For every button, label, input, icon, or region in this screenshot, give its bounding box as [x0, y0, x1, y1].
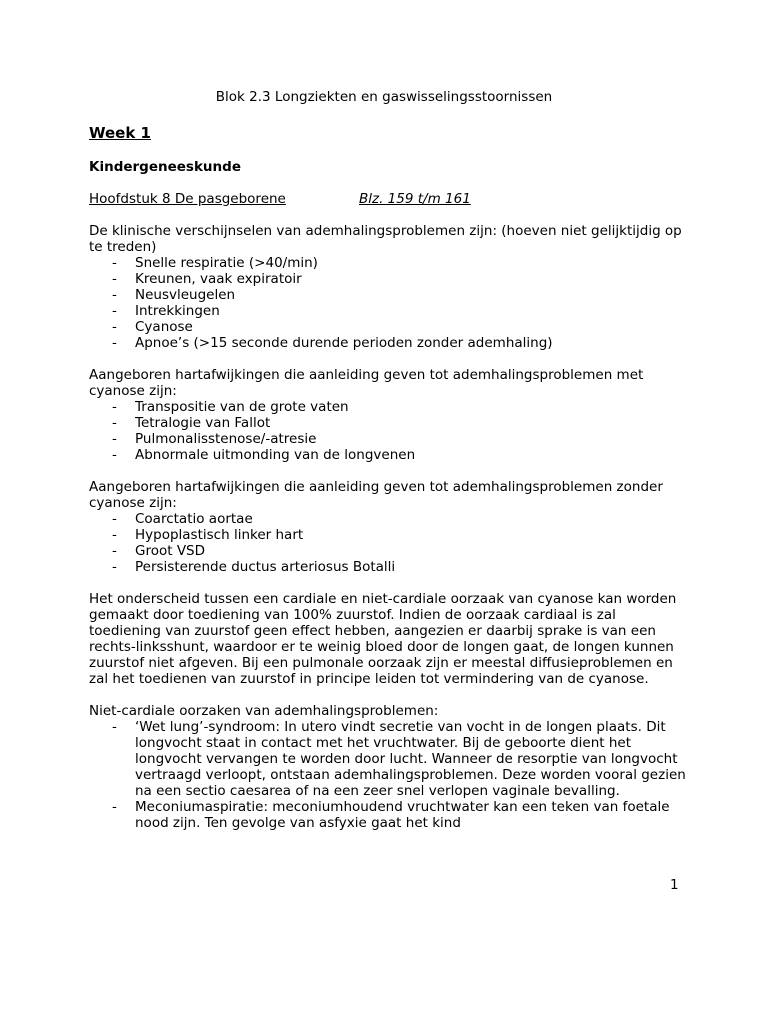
list-item: - Pulmonalisstenose/-atresie — [112, 431, 689, 447]
section-intro: Niet-cardiale oorzaken van ademhalingsproblemen: — [89, 703, 439, 719]
symptom-list — [89, 255, 689, 351]
list-item: - Coarctatio aortae — [112, 511, 689, 527]
list-item: - Persisterende ductus arteriosus Botalli — [112, 559, 689, 575]
list-item: - Kreunen, vaak expiratoir — [112, 271, 689, 287]
list-item: - Snelle respiratie (>40/min) — [112, 255, 689, 271]
list-item: - Groot VSD — [112, 543, 689, 559]
noncardiac-cause-list — [89, 719, 689, 831]
section-intro: De klinische verschijnselen van ademhalingsproblemen zijn: (hoeven niet gelijktijdig op te treden) — [89, 223, 682, 255]
subject-heading: Kindergeneeskunde — [89, 159, 241, 175]
list-item: - Abnormale uitmonding van de longvenen — [112, 447, 689, 463]
document-title: Blok 2.3 Longziekten en gaswisselingsstoornissen — [215, 89, 553, 105]
list-item: - Cyanose — [112, 319, 689, 335]
section-intro: Aangeboren hartafwijkingen die aanleiding geven tot ademhalingsproblemen met cyanose zijn: — [89, 367, 644, 399]
list-item: - Intrekkingen — [112, 303, 689, 319]
body-paragraph: Het onderscheid tussen een cardiale en niet-cardiale oorzaak van cyanose kan worden gemaakt door toediening van 100% zuurstof. Indien de oorzaak cardiaal is zal toediening van zuurstof geen effect hebben, aangezien er daarbij sprake is van een rechts-linksshunt, waardoor er te weinig bloed door de longen gaat, de longen kunnen zuurstof niet afgeven. Bij een pulmonale oorzaak zijn er meestal diffusieproblemen en zal het toedienen van zuurstof in principe leiden tot vermindering van de cyanose. — [89, 591, 677, 687]
list-item: - ‘Wet lung’-syndroom: In utero vindt secretie van vocht in de longen plaats. Dit longvocht staat in contact met het vruchtwater. Bij de geboorte dient het longvocht vervangen te worden door lucht. Wanneer de resorptie van longvocht vertraagd verloopt, ontstaan ademhalingsproblemen. Deze worden vooral gezien na een sectio caesarea of na een zeer snel verlopen vaginale bevalling. — [112, 719, 689, 799]
list-item: - Neusvleugelen — [112, 287, 689, 303]
section-clinical-symptoms — [89, 223, 689, 351]
week-heading: Week 1 — [89, 124, 151, 142]
section-acyanotic-heart-defects — [89, 479, 689, 575]
chapter-line — [89, 191, 689, 207]
section-cyanotic-heart-defects — [89, 367, 689, 463]
section-noncardiac-causes — [89, 703, 689, 831]
list-item: - Tetralogie van Fallot — [112, 415, 689, 431]
list-item: - Transpositie van de grote vaten — [112, 399, 689, 415]
cyanotic-defect-list — [89, 399, 689, 463]
acyanotic-defect-list — [89, 511, 689, 575]
chapter-pages: Blz. 159 t/m 161 — [359, 191, 471, 207]
section-intro: Aangeboren hartafwijkingen die aanleiding geven tot ademhalingsproblemen zonder cyanose zijn: — [89, 479, 663, 511]
list-item: - Hypoplastisch linker hart — [112, 527, 689, 543]
list-item: - Meconiumaspiratie: meconiumhoudend vruchtwater kan een teken van foetale nood zijn. Ten gevolge van asfyxie gaat het kind — [112, 799, 689, 831]
chapter-title: Hoofdstuk 8 De pasgeborene — [89, 191, 286, 207]
list-item: - Apnoe’s (>15 seconde durende perioden zonder ademhaling) — [112, 335, 689, 351]
page-content — [89, 89, 689, 831]
page-number: 1 — [670, 877, 679, 893]
